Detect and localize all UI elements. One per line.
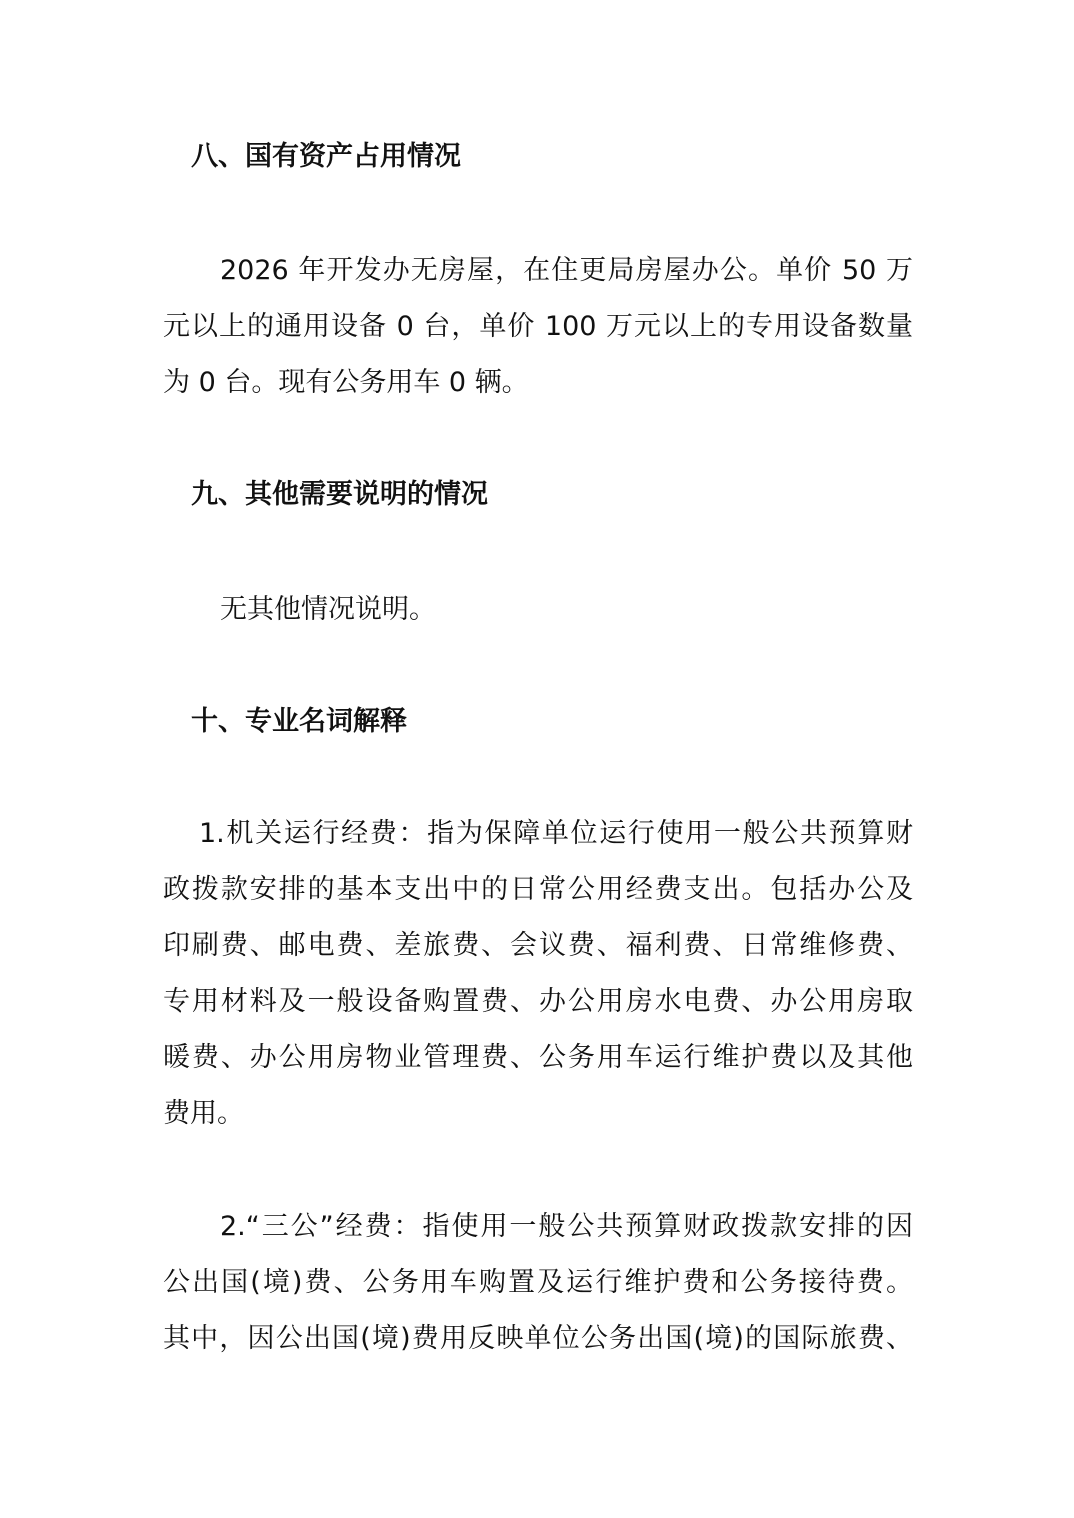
- paragraph-line: 无其他情况说明。: [220, 594, 436, 625]
- paragraph-line: 专用材料及一般设备购置费、办公用房水电费、办公用房取: [163, 986, 913, 1017]
- paragraph-assets: [163, 243, 913, 411]
- paragraph-line: 其中，因公出国(境)费用反映单位公务出国(境)的国际旅费、: [163, 1323, 913, 1354]
- section-heading-terms: 十、专业名词解释: [191, 706, 407, 737]
- section-heading-other: 九、其他需要说明的情况: [191, 479, 488, 510]
- paragraph-line: 1.机关运行经费：指为保障单位运行使用一般公共预算财: [199, 818, 913, 849]
- paragraph-other: [163, 582, 913, 638]
- paragraph-term-1: [163, 806, 913, 1142]
- paragraph-line: 元以上的通用设备 0 台，单价 100 万元以上的专用设备数量: [163, 311, 913, 342]
- paragraph-line: 公出国(境)费、公务用车购置及运行维护费和公务接待费。: [163, 1267, 913, 1298]
- paragraph-term-2: [163, 1199, 913, 1367]
- paragraph-line: 费用。: [163, 1098, 244, 1129]
- section-heading-assets: 八、国有资产占用情况: [191, 141, 461, 172]
- paragraph-line: 2.“三公”经费：指使用一般公共预算财政拨款安排的因: [220, 1211, 913, 1242]
- paragraph-line: 为 0 台。现有公务用车 0 辆。: [163, 367, 529, 398]
- paragraph-line: 印刷费、邮电费、差旅费、会议费、福利费、日常维修费、: [163, 930, 913, 961]
- paragraph-line: 暖费、办公用房物业管理费、公务用车运行维护费以及其他: [163, 1042, 913, 1073]
- paragraph-line: 2026 年开发办无房屋，在住更局房屋办公。单价 50 万: [220, 255, 913, 286]
- paragraph-line: 政拨款安排的基本支出中的日常公用经费支出。包括办公及: [163, 874, 913, 905]
